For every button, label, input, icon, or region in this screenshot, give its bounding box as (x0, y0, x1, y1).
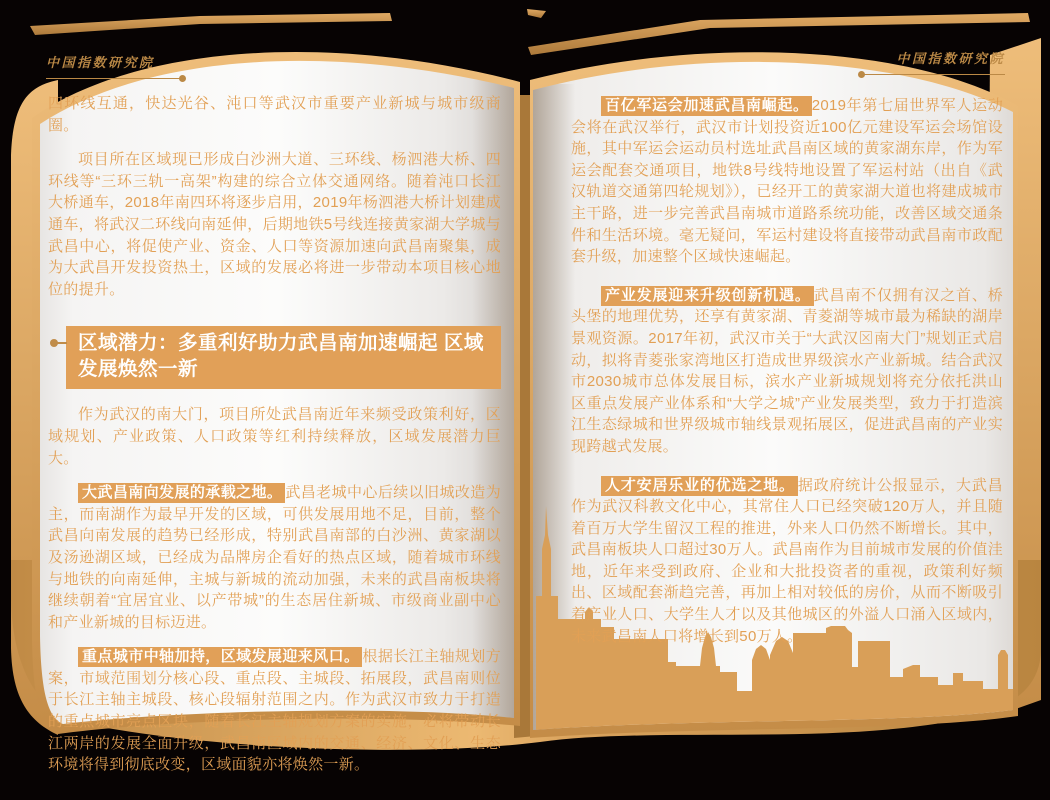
paragraph: 四环线互通，快达光谷、沌口等武汉市重要产业新城与城市级商圈。 (48, 95, 501, 134)
paragraph: 人才安居乐业的优选之地。 据政府统计公报显示，大武昌作为武汉科教文化中心，其常住人口已经突破120万人，并且随着百万大学生留汉工程的推进，外来人口仍然不断增长。其中，武昌南板块人口超过30万人。武昌南作为目前城市发展的价值洼地，近年来受到政府、企业和大批投资者的重视，政策利好频出、区域配套渐趋完善，再加上相对较低的房价，从而不断吸引着产业人口、大学生人才以及其他城区的外溢人口涌入区域内，未来武昌南人口将增长到50万人。 (571, 476, 1003, 645)
highlight-label: 百亿军运会加速武昌南崛起。 (601, 96, 812, 116)
paragraph: 百亿军运会加速武昌南崛起。 2019年第七届世界军人运动会将在武汉举行，武汉市计划投资近100亿元建设军运会场馆设施，其中军运会运动员村选址武昌南区域的黄家湖东岸，作为军运会配套交通项目，地铁8号线特地设置了军运村站（出自《武汉轨道交通第四轮规划》），已经开工的黄家湖大道也将建成城市主干路，进一步完善武昌南城市道路系统功能，改善区域交通条件和生活环境。毫无疑问，军运村建设将直接带动武昌南市政配套升级，加速整个区域快速崛起。 (571, 97, 1003, 266)
section-heading (66, 326, 501, 389)
right-paragraphs (571, 95, 1003, 647)
paragraph: 产业发展迎来升级创新机遇。 武昌南不仅拥有汉之首、桥头堡的地理优势，还享有黄家湖、青菱湖等城市最为稀缺的湖岸景观资源。2017年初，武汉市关于“大武汉⊠南大门”规划正式启动，拟将青菱张家湾地区打造成世界级滨水产业新城。结合武汉市2030城市总体发展目标，滨水产业新城规划将充分依托洪山区重点发展产业体系和“大学之城”产业发展类型，致力于打造滨江生态绿城和世界级城市轴线景观拓展区，促进武昌南的产业实现跨越式发展。 (571, 286, 1003, 455)
header-dot-icon (179, 75, 186, 82)
paragraph: 项目所在区域现已形成白沙洲大道、三环线、杨泗港大桥、四环线等“三环三轨一高架”构建的综合立体交通网络。随着沌口长江大桥通车，2018年南四环将逐步启用，2019年杨泗港大桥计划建成通车，将武汉二环线向南延伸，后期地铁5号线连接黄家湖大学城与武昌中心，将促使产业、资金、人口等资源加速向武昌南聚集，成为大武昌开发投资热土，区域的发展必将进一步带动本项目核心地位的提升。 (48, 151, 501, 298)
highlight-label: 重点城市中轴加持，区域发展迎来风口。 (78, 647, 362, 667)
highlight-label: 产业发展迎来升级创新机遇。 (601, 286, 814, 306)
left-page-body (48, 93, 501, 789)
left-paragraphs-top (48, 93, 501, 300)
header-dot-icon (858, 71, 865, 78)
paragraph: 重点城市中轴加持，区域发展迎来风口。 根据长江主轴规划方案，市域范围划分核心段、重点段、主城段、拓展段，武昌南则位于长江主轴主城段、核心段辐射范围之内。作为武汉市致力于打造的重点城市亮点区块，随着长江主轴规划方案的实施，必将带动长江两岸的发展全面升级，武昌南区域内的交通、经济、文化、生态环境将得到彻底改变，区域面貌亦将焕然一新。 (48, 648, 501, 774)
section-bullet-icon (50, 339, 58, 347)
left-page-header (46, 52, 184, 79)
right-page-body (571, 95, 1003, 664)
brand-logotype: 中国指数研究院 (46, 56, 155, 71)
section-heading-text: 区域潜力：多重利好助力武昌南加速崛起 区域发展焕然一新 (78, 332, 484, 380)
highlight-label: 大武昌南向发展的承载之地。 (78, 483, 285, 503)
left-paragraphs-bottom (48, 404, 501, 776)
header-rule (860, 74, 1005, 75)
highlight-label: 人才安居乐业的优选之地。 (601, 476, 798, 496)
paragraph: 大武昌南向发展的承载之地。 武昌老城中心后续以旧城改造为主，而南湖作为最早开发的区域，可供发展用地不足，目前，整个武昌向南发展的趋势已经形成，特别武昌南部的白沙洲、黄家湖以及汤逊湖区域，已经成为品牌房企看好的热点区域，随着城市环线与地铁的向南延伸，主城与新城的流动加强，未来的武昌南板块将继续朝着“宜居宜业、以产带城”的生态居住新城、市级商业副中心和产业新城的目标迈进。 (48, 484, 502, 631)
right-page-header (860, 48, 1005, 75)
brand-logotype: 中国指数研究院 (896, 52, 1005, 67)
header-rule (46, 78, 184, 79)
paragraph: 作为武汉的南大门，项目所处武昌南近年来频受政策利好，区域规划、产业政策、人口政策等红利持续释放，区域发展潜力巨大。 (48, 406, 501, 467)
